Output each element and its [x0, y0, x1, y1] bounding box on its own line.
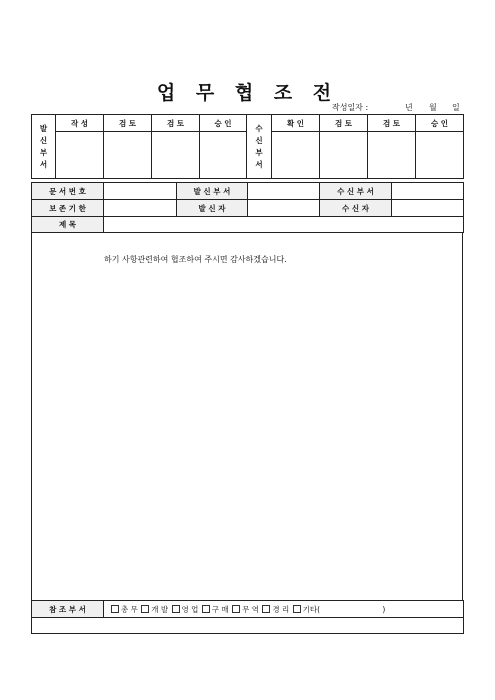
checkbox-accounting[interactable] [262, 605, 270, 613]
sender-sign-review1[interactable] [104, 132, 152, 179]
reference-label: 참 조 부 서 [32, 601, 104, 618]
receiver-dept-info-label: 수 신 부 서 [320, 183, 392, 200]
subject-field[interactable] [104, 217, 464, 233]
sender-col-review1: 검 토 [104, 115, 152, 132]
body-area[interactable] [31, 232, 463, 600]
option-development: 개 발 [151, 604, 169, 614]
reference-table [31, 600, 464, 634]
checkbox-other[interactable] [293, 605, 301, 613]
option-general-affairs: 총 무 [121, 604, 138, 614]
receiver-dept-field[interactable] [392, 183, 464, 200]
date-year: 년 [405, 103, 413, 112]
reference-options [104, 601, 464, 618]
date-month: 월 [429, 103, 437, 112]
receiver-label: 수 신 자 [320, 200, 392, 217]
sender-field[interactable] [248, 200, 320, 217]
option-other: 기타( [302, 604, 321, 614]
receiver-sign-confirm[interactable] [272, 132, 320, 179]
sender-col-review2: 검 토 [152, 115, 200, 132]
receiver-field[interactable] [392, 200, 464, 217]
document-title: 업 무 협 조 전 [156, 82, 339, 104]
receiver-sign-review1[interactable] [320, 132, 368, 179]
checkbox-purchasing[interactable] [202, 605, 210, 613]
checkbox-development[interactable] [141, 605, 149, 613]
sender-dept-field[interactable] [248, 183, 320, 200]
sender-sign-write[interactable] [56, 132, 104, 179]
body-text: 하기 사항관련하여 협조하여 주시면 감사하겠습니다. [104, 255, 287, 264]
subject-label: 제 목 [32, 217, 104, 233]
option-sales: 영 업 [181, 604, 199, 614]
receiver-col-confirm: 확 인 [272, 115, 320, 132]
doc-no-field[interactable] [104, 183, 177, 200]
date-label: 작성일자 : [332, 103, 369, 112]
option-trade: 무 역 [242, 604, 259, 614]
receiver-col-review1: 검 토 [320, 115, 368, 132]
sender-col-approve: 승 인 [200, 115, 247, 132]
sender-sign-approve[interactable] [200, 132, 247, 179]
sender-sign-review2[interactable] [152, 132, 200, 179]
checkbox-sales[interactable] [172, 605, 180, 613]
retention-field[interactable] [104, 200, 177, 217]
retention-label: 보 존 기 한 [32, 200, 104, 217]
option-other-close: ) [382, 604, 386, 614]
doc-no-label: 문 서 번 호 [32, 183, 104, 200]
receiver-sign-review2[interactable] [368, 132, 416, 179]
date-day: 일 [452, 103, 460, 112]
receiver-sign-approve[interactable] [416, 132, 464, 179]
receiver-col-review2: 검 토 [368, 115, 416, 132]
option-accounting: 경 리 [272, 604, 290, 614]
receiver-dept-label: 수 신 부 서 [247, 115, 272, 179]
option-purchasing: 구 매 [211, 604, 229, 614]
checkbox-general-affairs[interactable] [111, 605, 119, 613]
info-table [31, 182, 464, 233]
approval-table [31, 114, 464, 179]
sender-dept-label: 발 신 부 서 [32, 115, 56, 179]
footer-blank-row[interactable] [32, 618, 464, 634]
checkbox-trade[interactable] [232, 605, 240, 613]
sender-col-write: 작 성 [56, 115, 104, 132]
sender-dept-info-label: 발 신 부 서 [177, 183, 248, 200]
sender-label: 발 신 자 [177, 200, 248, 217]
receiver-col-approve: 승 인 [416, 115, 464, 132]
